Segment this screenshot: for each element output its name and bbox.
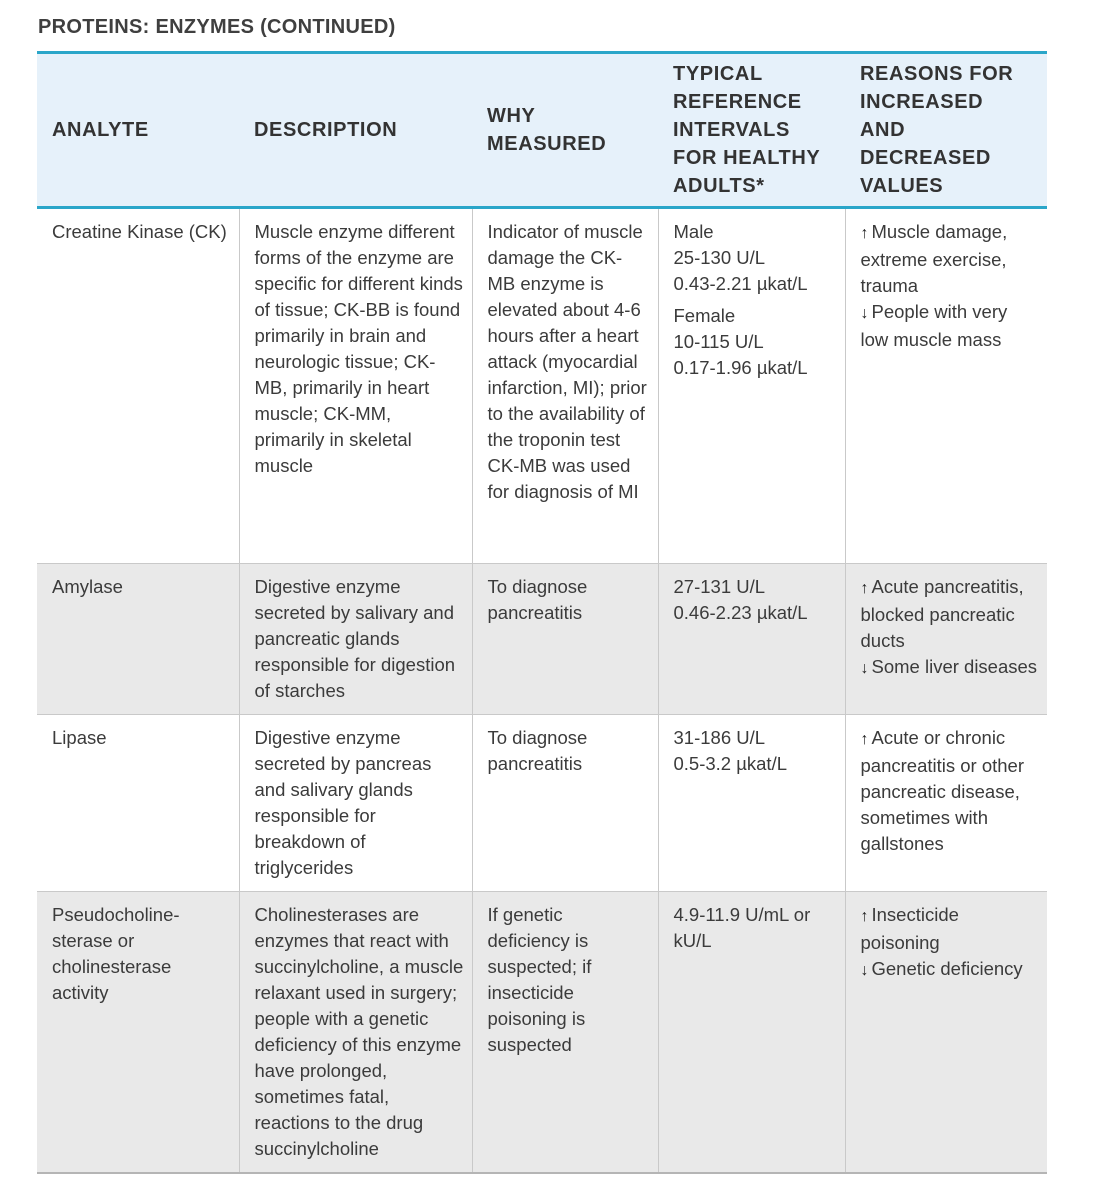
- cell-reference-intervals: [658, 715, 845, 892]
- column-header-description: DESCRIPTION: [239, 53, 472, 208]
- reason-increased: ↑ Insecticide poisoning: [860, 904, 959, 953]
- ref-female-label: Female: [673, 305, 736, 326]
- ref-male-label: Male: [673, 221, 714, 242]
- cell-reference-intervals: [658, 564, 845, 715]
- reason-decreased: ↓ Genetic deficiency: [860, 958, 1023, 979]
- cell-reasons: [845, 892, 1047, 1174]
- arrow-up-icon: ↑: [860, 580, 869, 597]
- column-header-why-measured: WHY MEASURED: [472, 53, 658, 208]
- cell-why-measured: If genetic deficiency is suspected; if insecticide poisoning is suspected: [472, 892, 658, 1174]
- cell-analyte: Creatine Kinase (CK): [37, 208, 239, 564]
- arrow-down-icon: ↓: [860, 962, 869, 979]
- cell-why-measured: Indicator of muscle damage the CK-MB enzyme is elevated about 4-6 hours after a heart attack (myocardial infarction, MI); prior to the availability of the troponin test CK-MB was used for diagnosis of MI: [472, 208, 658, 564]
- ref-si-value: 0.5-3.2 µkat/L: [673, 753, 788, 774]
- cell-analyte: Lipase: [37, 715, 239, 892]
- ref-value: 27-131 U/L: [673, 576, 766, 597]
- column-header-reasons: REASONS FOR INCREASED AND DECREASED VALUES: [845, 53, 1047, 208]
- ref-female-value: 10-115 U/L: [673, 331, 764, 352]
- cell-reference-intervals: [658, 892, 845, 1174]
- cell-why-measured: To diagnose pancreatitis: [472, 715, 658, 892]
- cell-analyte: Amylase: [37, 564, 239, 715]
- reason-increased: ↑ Acute or chronic pancreatitis or other pancreatic disease, sometimes with gallstones: [860, 727, 1025, 854]
- ref-male-value: 25-130 U/L: [673, 247, 766, 268]
- cell-description: Cholinesterases are enzymes that react with succinylcholine, a muscle relaxant used in surgery; people with a genetic deficiency of this enzyme have prolonged, sometimes fatal, reactions to the drug succinylcholine: [239, 892, 472, 1174]
- cell-description: Digestive enzyme secreted by pancreas and salivary glands responsible for breakdown of triglycerides: [239, 715, 472, 892]
- enzymes-table: [37, 51, 1047, 1174]
- table-row: [37, 715, 1047, 892]
- reason-increased: ↑ Muscle damage, extreme exercise, trauma: [860, 221, 1008, 296]
- section-title: PROTEINS: ENZYMES (CONTINUED): [38, 16, 396, 38]
- cell-why-measured: To diagnose pancreatitis: [472, 564, 658, 715]
- cell-reasons: [845, 715, 1047, 892]
- cell-reasons: [845, 208, 1047, 564]
- table-header-row: [37, 53, 1047, 208]
- arrow-down-icon: ↓: [860, 305, 869, 322]
- arrow-down-icon: ↓: [860, 660, 869, 677]
- ref-male-si-value: 0.43-2.21 µkat/L: [673, 273, 808, 294]
- arrow-up-icon: ↑: [860, 225, 869, 242]
- cell-analyte: Pseudocholine-sterase or cholinesterase activity: [37, 892, 239, 1174]
- column-header-analyte: ANALYTE: [37, 53, 239, 208]
- cell-description: Digestive enzyme secreted by salivary and pancreatic glands responsible for digestion of starches: [239, 564, 472, 715]
- ref-value: 4.9-11.9 U/mL or kU/L: [673, 904, 811, 951]
- column-header-reference-intervals: TYPICAL REFERENCE INTERVALS FOR HEALTHY ADULTS*: [658, 53, 845, 208]
- cell-reference-intervals: [658, 208, 845, 564]
- reason-decreased: ↓ People with very low muscle mass: [860, 301, 1008, 350]
- cell-description: Muscle enzyme different forms of the enzyme are specific for different kinds of tissue; CK-BB is found primarily in brain and neurologic tissue; CK-MB, primarily in heart muscle; CK-MM, primarily in skeletal muscle: [239, 208, 472, 564]
- table-row: [37, 208, 1047, 564]
- table-row: [37, 892, 1047, 1174]
- ref-si-value: 0.46-2.23 µkat/L: [673, 602, 808, 623]
- ref-female-si-value: 0.17-1.96 µkat/L: [673, 357, 808, 378]
- cell-reasons: [845, 564, 1047, 715]
- arrow-up-icon: ↑: [860, 908, 869, 925]
- arrow-up-icon: ↑: [860, 731, 869, 748]
- reason-decreased: ↓ Some liver diseases: [860, 656, 1038, 677]
- table-row: [37, 564, 1047, 715]
- ref-value: 31-186 U/L: [673, 727, 766, 748]
- reason-increased: ↑ Acute pancreatitis, blocked pancreatic ducts: [860, 576, 1024, 651]
